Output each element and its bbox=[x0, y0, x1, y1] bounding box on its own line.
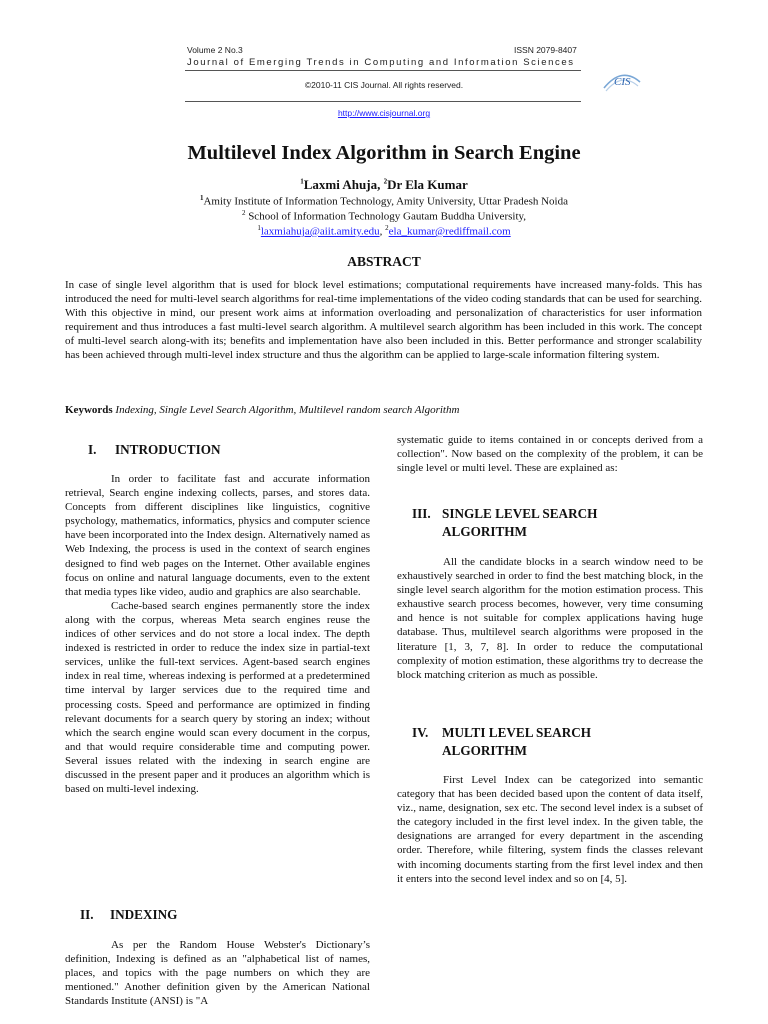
section-title-line-2: ALGORITHM bbox=[442, 524, 527, 539]
aff1-text: Amity Institute of Information Technology, Amity University, Uttar Pradesh Noida bbox=[203, 195, 568, 208]
header-rule-2 bbox=[185, 101, 581, 102]
continuation-body bbox=[397, 433, 703, 475]
journal-url-link[interactable]: http://www.cisjournal.org bbox=[337, 108, 431, 118]
keywords-text: Indexing, Single Level Search Algorithm, Multilevel random search Algorithm bbox=[112, 404, 460, 416]
continuation-paragraph: systematic guide to items contained in or concepts derived from a collection". Now based on the complexity of the problem, it can be single level or multi level. These are explained as: bbox=[397, 434, 703, 475]
cis-logo bbox=[600, 68, 644, 99]
indexing-body bbox=[65, 938, 370, 1008]
intro-paragraph-2: Cache-based search engines permanently store the index along with the corpus, whereas Meta search engines reuse the indices of other services and do not store a local index. The depth indexed is restricted in order to reduce the index size in partial-text services, unlike the full-text services. Agent-based search engines index in real time, whereas indexing is performed at a predetermined time interval by larger services due to the required time and processing costs. Speed and performance are optimized in finding relevant documents for a search query by storing an index; without which the search engine would scan every document in the corpus, and that would require considerable time and computing power. Several issues related with the indexing in search engine are discussed in the present paper and it produces an algorithm which is based on multi-level indexing. bbox=[65, 599, 370, 796]
email2-sup: 2 bbox=[385, 224, 389, 232]
section-title-line-1: MULTI LEVEL SEARCH bbox=[442, 725, 592, 740]
email-separator: , bbox=[379, 225, 386, 238]
single-level-paragraph: All the candidate blocks in a search window need to be exhaustively searched in order to find the best matching block, in the single level search algorithm for the motion estimation process. This exhaustive search process becomes, however, very time consuming and hence is not suitable for complex applications having huge database. Thus, multilevel search algorithms were proposed in the literature [1, 3, 7, 8]. In order to reduce the computational complexity of motion estimation, these algorithms try to decrease the block matching criterion as much as possible. bbox=[397, 556, 703, 681]
aff2-sup: 2 bbox=[241, 209, 246, 217]
email2-link[interactable]: ela_kumar@rediffmail.com bbox=[388, 225, 511, 238]
issn-label: ISSN 2079-8407 bbox=[514, 45, 577, 55]
section-title: INDEXING bbox=[110, 907, 178, 922]
keywords-label: Keywords bbox=[65, 404, 113, 416]
author2-sup: 2 bbox=[383, 177, 388, 186]
section-heading-introduction bbox=[88, 441, 221, 459]
paper-title: Multilevel Index Algorithm in Search Engine bbox=[187, 142, 581, 164]
intro-paragraph-1: In order to facilitate fast and accurate information retrieval, Search engine indexing collects, parses, and stores data. Concepts from different disciplines like linguistics, cognitive psychology, mathematics, informatics, physics and computer science have been incorporated into the Index design. Alternatively named as Web Indexing, the process is used in the context of search engines designed to find web pages on the Internet. Other available engines focus on online and natural language documents, even to the extent that media types like video, audio and graphics are also searchable. bbox=[65, 473, 370, 598]
author-line bbox=[0, 177, 768, 193]
section-heading-multi-level bbox=[412, 724, 591, 760]
multi-level-body bbox=[397, 773, 703, 886]
section-number: III. bbox=[412, 506, 431, 521]
author2: Dr Ela Kumar bbox=[387, 177, 468, 192]
section-title-line-2: ALGORITHM bbox=[442, 743, 527, 758]
section-number: IV. bbox=[412, 725, 429, 740]
section-title: INTRODUCTION bbox=[115, 442, 221, 457]
email1-sup: 1 bbox=[257, 224, 261, 232]
author1: Laxmi Ahuja, bbox=[303, 177, 384, 192]
section-title-line-1: SINGLE LEVEL SEARCH bbox=[442, 506, 598, 521]
email1-link[interactable]: laxmiahuja@aiit.amity.edu bbox=[260, 225, 380, 238]
section-heading-indexing bbox=[80, 906, 177, 924]
abstract-text: In case of single level algorithm that is used for block level estimations; computational requirements have increased many-folds. This has introduced the need for multi-level search algorithms for real-time implementations of the video coding standards that can be used for searching. With this objective in mind, our present work aims at information overloading and personalization of characteristics for user information requirement and thus introduces a fast multi-level search algorithm. A multilevel search algorithm has been included in this work. The concept of multi-level search along-with its; benefits and implementation have also been included in this. Better performance and stronger scalability has been achieved through multi-level index structure and thus the algorithm can be applied to large-scale information filtering system. bbox=[65, 279, 702, 361]
aff2-text: School of Information Technology Gautam Buddha University, bbox=[245, 210, 527, 223]
author1-sup: 1 bbox=[300, 177, 304, 186]
section-number: I. bbox=[88, 442, 97, 457]
affiliation-1 bbox=[0, 194, 768, 208]
copyright-notice: ©2010-11 CIS Journal. All rights reserved. bbox=[304, 80, 464, 90]
email-line bbox=[0, 224, 768, 238]
abstract-heading: ABSTRACT bbox=[347, 254, 421, 269]
journal-name: Journal of Emerging Trends in Computing and Information Sciences bbox=[187, 57, 575, 68]
keywords-line bbox=[65, 404, 459, 416]
header-rule bbox=[185, 70, 581, 71]
affiliation-2 bbox=[0, 209, 768, 223]
volume-label: Volume 2 No.3 bbox=[187, 45, 243, 55]
indexing-paragraph-1: As per the Random House Webster's Dictionary’s definition, Indexing is defined as an "alphabetical list of names, places, and topics with the page numbers on which they are mentioned." Another definition given by the American National Standards Institute (ANSI) is "A bbox=[65, 939, 370, 1008]
multi-level-paragraph: First Level Index can be categorized into semantic category that has been decided based upon the content of data itself, viz., name, designation, sex etc. The second level index is a subset of the category included in the first level index. In the given table, the designations are arranged for every department in the ascending order. Therefore, while filtering, system finds the classes relevant with incoming documents starting from the first level index and then it enters into the second level index and so on [4, 5]. bbox=[397, 774, 703, 885]
introduction-body bbox=[65, 472, 370, 796]
section-heading-single-level bbox=[412, 505, 597, 541]
single-level-body bbox=[397, 555, 703, 682]
aff1-sup: 1 bbox=[199, 194, 204, 202]
logo-text: CIS bbox=[614, 76, 631, 88]
section-number: II. bbox=[80, 907, 94, 922]
